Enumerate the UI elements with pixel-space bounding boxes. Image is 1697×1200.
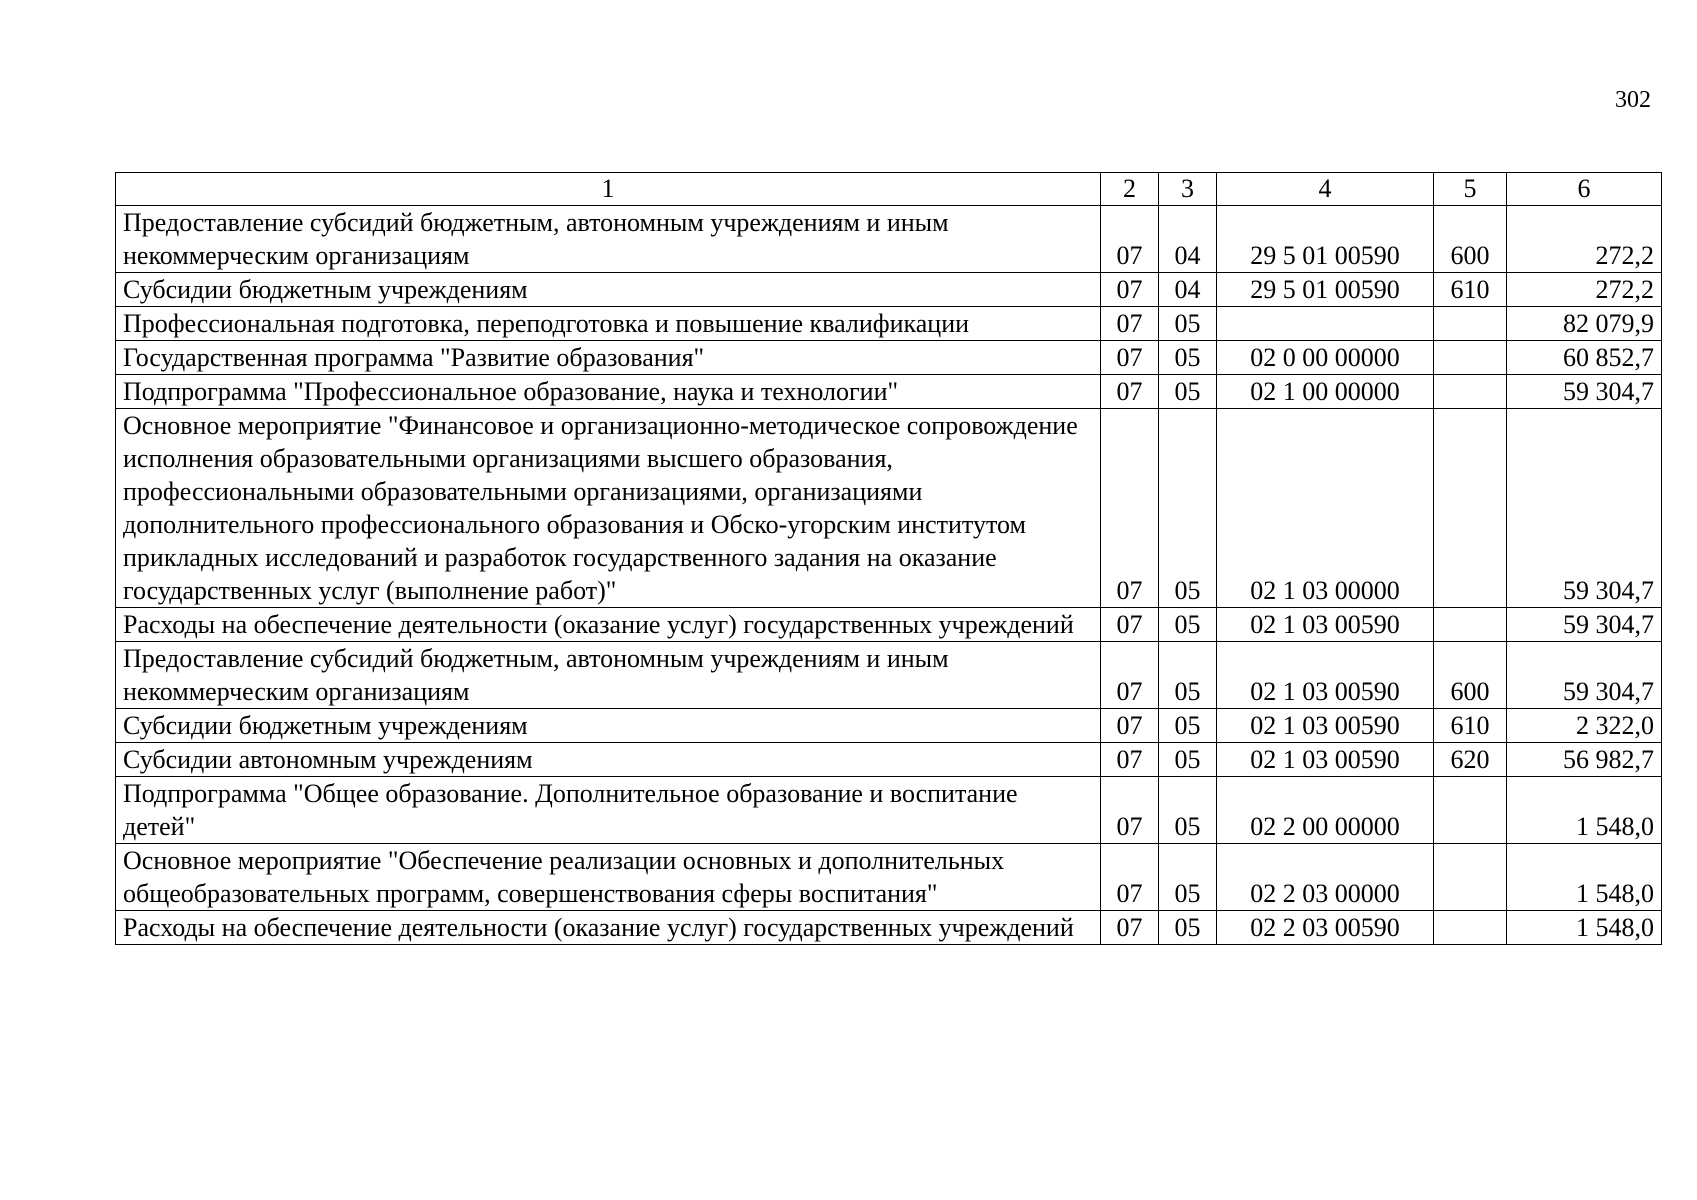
row-amount: 1 548,0	[1507, 844, 1662, 911]
row-expense-type	[1434, 844, 1507, 911]
row-section: 07	[1101, 911, 1159, 945]
row-expense-type	[1434, 307, 1507, 341]
row-expense-type	[1434, 608, 1507, 642]
table-row	[116, 206, 1662, 273]
row-name: Расходы на обеспечение деятельности (оказание услуг) государственных учреждений	[116, 911, 1101, 945]
row-section: 07	[1101, 206, 1159, 273]
row-target-article: 02 2 03 00000	[1217, 844, 1434, 911]
table-row	[116, 844, 1662, 911]
row-expense-type: 600	[1434, 642, 1507, 709]
row-name: Субсидии автономным учреждениям	[116, 743, 1101, 777]
row-subsection: 05	[1159, 608, 1217, 642]
table-header	[116, 173, 1662, 206]
table-row	[116, 409, 1662, 608]
row-subsection: 04	[1159, 273, 1217, 307]
row-section: 07	[1101, 409, 1159, 608]
row-target-article: 02 1 03 00590	[1217, 642, 1434, 709]
row-subsection: 05	[1159, 709, 1217, 743]
row-name: Субсидии бюджетным учреждениям	[116, 709, 1101, 743]
row-subsection: 05	[1159, 375, 1217, 409]
table-row	[116, 709, 1662, 743]
row-expense-type	[1434, 341, 1507, 375]
row-section: 07	[1101, 709, 1159, 743]
row-name: Подпрограмма "Профессиональное образование, наука и технологии"	[116, 375, 1101, 409]
row-name: Предоставление субсидий бюджетным, автономным учреждениям и иным некоммерческим организациям	[116, 206, 1101, 273]
row-expense-type	[1434, 409, 1507, 608]
table-row	[116, 642, 1662, 709]
row-amount: 1 548,0	[1507, 777, 1662, 844]
table-row	[116, 911, 1662, 945]
page-number: 302	[1615, 87, 1651, 113]
row-subsection: 04	[1159, 206, 1217, 273]
row-target-article: 02 1 03 00590	[1217, 743, 1434, 777]
row-section: 07	[1101, 608, 1159, 642]
header-col-2: 2	[1101, 173, 1159, 206]
row-section: 07	[1101, 844, 1159, 911]
row-name: Подпрограмма "Общее образование. Дополнительное образование и воспитание детей"	[116, 777, 1101, 844]
row-expense-type	[1434, 375, 1507, 409]
row-target-article: 29 5 01 00590	[1217, 273, 1434, 307]
table-row	[116, 375, 1662, 409]
row-amount: 1 548,0	[1507, 911, 1662, 945]
row-target-article: 02 2 03 00590	[1217, 911, 1434, 945]
row-amount: 59 304,7	[1507, 409, 1662, 608]
table-row	[116, 341, 1662, 375]
row-target-article: 02 1 03 00590	[1217, 709, 1434, 743]
row-subsection: 05	[1159, 341, 1217, 375]
header-col-1: 1	[116, 173, 1101, 206]
row-section: 07	[1101, 273, 1159, 307]
header-col-6: 6	[1507, 173, 1662, 206]
row-subsection: 05	[1159, 911, 1217, 945]
header-col-5: 5	[1434, 173, 1507, 206]
header-col-3: 3	[1159, 173, 1217, 206]
row-target-article: 29 5 01 00590	[1217, 206, 1434, 273]
row-amount: 59 304,7	[1507, 642, 1662, 709]
row-amount: 272,2	[1507, 206, 1662, 273]
row-target-article: 02 2 00 00000	[1217, 777, 1434, 844]
row-expense-type	[1434, 911, 1507, 945]
row-section: 07	[1101, 341, 1159, 375]
row-subsection: 05	[1159, 307, 1217, 341]
row-amount: 59 304,7	[1507, 375, 1662, 409]
row-section: 07	[1101, 375, 1159, 409]
row-amount: 60 852,7	[1507, 341, 1662, 375]
row-name: Предоставление субсидий бюджетным, автономным учреждениям и иным некоммерческим организациям	[116, 642, 1101, 709]
row-section: 07	[1101, 777, 1159, 844]
table-body	[116, 206, 1662, 945]
row-target-article: 02 1 00 00000	[1217, 375, 1434, 409]
row-section: 07	[1101, 307, 1159, 341]
header-row	[116, 173, 1662, 206]
row-amount: 272,2	[1507, 273, 1662, 307]
row-amount: 82 079,9	[1507, 307, 1662, 341]
row-subsection: 05	[1159, 777, 1217, 844]
row-name: Государственная программа "Развитие образования"	[116, 341, 1101, 375]
row-name: Профессиональная подготовка, переподготовка и повышение квалификации	[116, 307, 1101, 341]
header-col-4: 4	[1217, 173, 1434, 206]
table-row	[116, 273, 1662, 307]
row-name: Основное мероприятие "Финансовое и организационно-методическое сопровождение исполнения образовательными организациями высшего образования, профессиональными образовательными организациями, организациями дополнительного профессионального образования и Обско-угорским институтом прикладных исследований и разработок государственного задания на оказание государственных услуг (выполнение работ)"	[116, 409, 1101, 608]
row-expense-type: 600	[1434, 206, 1507, 273]
row-amount: 2 322,0	[1507, 709, 1662, 743]
table-row	[116, 307, 1662, 341]
row-expense-type: 620	[1434, 743, 1507, 777]
row-section: 07	[1101, 743, 1159, 777]
row-subsection: 05	[1159, 642, 1217, 709]
row-target-article: 02 1 03 00590	[1217, 608, 1434, 642]
row-name: Субсидии бюджетным учреждениям	[116, 273, 1101, 307]
row-target-article: 02 1 03 00000	[1217, 409, 1434, 608]
row-subsection: 05	[1159, 743, 1217, 777]
budget-table	[115, 172, 1662, 945]
row-amount: 59 304,7	[1507, 608, 1662, 642]
row-name: Расходы на обеспечение деятельности (оказание услуг) государственных учреждений	[116, 608, 1101, 642]
row-subsection: 05	[1159, 409, 1217, 608]
row-expense-type: 610	[1434, 273, 1507, 307]
table-row	[116, 743, 1662, 777]
row-expense-type	[1434, 777, 1507, 844]
row-name: Основное мероприятие "Обеспечение реализации основных и дополнительных общеобразовательных программ, совершенствования сферы воспитания"	[116, 844, 1101, 911]
row-subsection: 05	[1159, 844, 1217, 911]
row-amount: 56 982,7	[1507, 743, 1662, 777]
row-target-article: 02 0 00 00000	[1217, 341, 1434, 375]
table-row	[116, 777, 1662, 844]
table-row	[116, 608, 1662, 642]
row-expense-type: 610	[1434, 709, 1507, 743]
row-target-article	[1217, 307, 1434, 341]
row-section: 07	[1101, 642, 1159, 709]
